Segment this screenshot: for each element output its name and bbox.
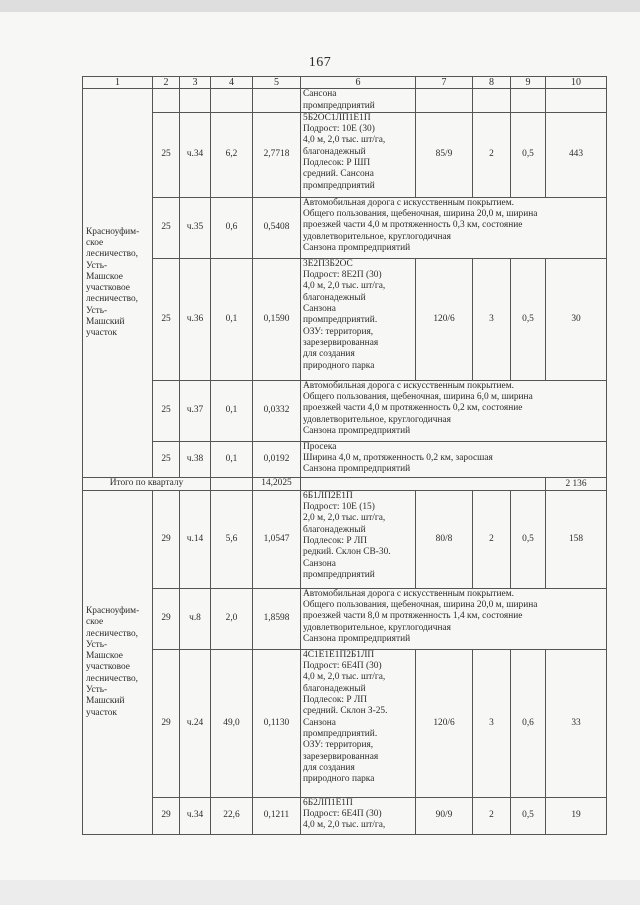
description-cell: 3Е2П3Б2ОС Подрост: 8Е2П (30) 4,0 м, 2,0 тыс. шт/га, благонадежный Санзона промпредприятий. ОЗУ: территория, зарезервированная для создания природного парка bbox=[301, 258, 416, 380]
age-cell: 90/9 bbox=[416, 797, 473, 834]
quarter-cell: 25 bbox=[153, 258, 180, 380]
value-cell: 1,8598 bbox=[253, 588, 301, 649]
area-cell: 0,1 bbox=[211, 380, 253, 441]
header-cell: 7 bbox=[416, 77, 473, 89]
table-row bbox=[83, 797, 607, 834]
description-cell: Автомобильная дорога с искусственным покрытием. Общего пользования, щебеночная, ширина 20,0 м, ширина проезжей части 4,0 м протяженность 0,3 км, состояние удовлетворительное, круглогодичная Санзона промпредприятий bbox=[301, 197, 607, 258]
value-cell: 0,1211 bbox=[253, 797, 301, 834]
section-cell: ч.36 bbox=[180, 258, 211, 380]
class-cell: 3 bbox=[473, 649, 511, 797]
value-cell: 0,1590 bbox=[253, 258, 301, 380]
total-area: 14,2025 bbox=[253, 477, 301, 490]
age-cell: 120/6 bbox=[416, 258, 473, 380]
table-row bbox=[83, 490, 607, 588]
table-row bbox=[83, 197, 607, 258]
value-cell: 1,0547 bbox=[253, 490, 301, 588]
area-cell: 49,0 bbox=[211, 649, 253, 797]
header-cell: 3 bbox=[180, 77, 211, 89]
description-cell: Автомобильная дорога с искусственным покрытием. Общего пользования, щебеночная, ширина 20,0 м, ширина проезжей части 8,0 м протяженность 1,4 км, состояние удовлетворительное, круглогодичная Санзона промпредприятий bbox=[301, 588, 607, 649]
stock-cell: 443 bbox=[546, 112, 607, 197]
table-row bbox=[83, 89, 607, 113]
stock-cell: 158 bbox=[546, 490, 607, 588]
stock-cell: 19 bbox=[546, 797, 607, 834]
density-cell: 0,5 bbox=[511, 258, 546, 380]
section-cell: ч.34 bbox=[180, 797, 211, 834]
total-row bbox=[83, 477, 607, 490]
header-cell: 6 bbox=[301, 77, 416, 89]
total-empty-cell bbox=[301, 477, 546, 490]
table-row bbox=[83, 380, 607, 441]
quarter-cell bbox=[153, 89, 180, 113]
section-cell: ч.14 bbox=[180, 490, 211, 588]
value-cell: 0,0192 bbox=[253, 441, 301, 477]
class-cell: 3 bbox=[473, 258, 511, 380]
location-cell: Красноуфим- ское лесничество, Усть- Машское участковое лесничество, Усть- Машский участок bbox=[83, 490, 153, 834]
density-cell: 0,6 bbox=[511, 649, 546, 797]
quarter-cell: 29 bbox=[153, 588, 180, 649]
class-cell: 2 bbox=[473, 797, 511, 834]
page-number: 167 bbox=[308, 55, 332, 70]
description-cell: 5Б2ОС1ЛП1Е1П Подрост: 10Е (30) 4,0 м, 2,0 тыс. шт/га, благонадежный Подлесок: Р ШП средний. Сансона промпредприятий bbox=[301, 112, 416, 197]
table-row bbox=[83, 258, 607, 380]
age-cell: 120/6 bbox=[416, 649, 473, 797]
description-cell: 6Б2ЛП1Е1П Подрост: 6Е4П (30) 4,0 м, 2,0 тыс. шт/га, bbox=[301, 797, 416, 834]
density-cell: 0,5 bbox=[511, 490, 546, 588]
quarter-cell: 25 bbox=[153, 197, 180, 258]
header-cell: 10 bbox=[546, 77, 607, 89]
description-cell: 4С1Е1Е1П2Б1ЛП Подрост: 6Е4П (30) 4,0 м, 2,0 тыс. шт/га, благонадежный Подлесок: Р ЛП средний. Склон З-25. Санзона промпредприятий. ОЗУ: территория, зарезервированная для создания природного парка bbox=[301, 649, 416, 797]
section-cell: ч.8 bbox=[180, 588, 211, 649]
section-cell: ч.24 bbox=[180, 649, 211, 797]
quarter-cell: 29 bbox=[153, 797, 180, 834]
header-cell: 9 bbox=[511, 77, 546, 89]
table-row bbox=[83, 441, 607, 477]
forest-inventory-table bbox=[82, 76, 607, 835]
class-cell bbox=[473, 89, 511, 113]
age-cell bbox=[416, 89, 473, 113]
value-cell bbox=[253, 89, 301, 113]
value-cell: 2,7718 bbox=[253, 112, 301, 197]
age-cell: 80/8 bbox=[416, 490, 473, 588]
area-cell: 22,6 bbox=[211, 797, 253, 834]
table-row bbox=[83, 649, 607, 797]
location-cell: Красноуфим- ское лесничество, Усть- Машское участковое лесничество, Усть- Машский участок bbox=[83, 89, 153, 478]
quarter-cell: 25 bbox=[153, 441, 180, 477]
total-stock: 2 136 bbox=[546, 477, 607, 490]
description-cell: Просека Ширина 4,0 м, протяженность 0,2 км, заросшая Санзона промпредприятий bbox=[301, 441, 607, 477]
age-cell: 85/9 bbox=[416, 112, 473, 197]
area-cell: 5,6 bbox=[211, 490, 253, 588]
density-cell: 0,5 bbox=[511, 797, 546, 834]
quarter-cell: 29 bbox=[153, 649, 180, 797]
area-cell: 2,0 bbox=[211, 588, 253, 649]
total-label: Итого по кварталу bbox=[83, 477, 211, 490]
total-empty-cell bbox=[211, 477, 253, 490]
value-cell: 0,5408 bbox=[253, 197, 301, 258]
description-cell: Сансона промпредприятий bbox=[301, 89, 416, 113]
stock-cell bbox=[546, 89, 607, 113]
header-row bbox=[83, 77, 607, 89]
density-cell: 0,5 bbox=[511, 112, 546, 197]
description-cell: Автомобильная дорога с искусственным покрытием. Общего пользования, щебеночная, ширина 6,0 м, ширина проезжей части 4,0 м протяженность 0,2 км, состояние удовлетворительное, круглогодичная Санзона промпредприятий bbox=[301, 380, 607, 441]
class-cell: 2 bbox=[473, 490, 511, 588]
header-cell: 4 bbox=[211, 77, 253, 89]
stock-cell: 33 bbox=[546, 649, 607, 797]
table-row bbox=[83, 588, 607, 649]
area-cell: 6,2 bbox=[211, 112, 253, 197]
quarter-cell: 25 bbox=[153, 112, 180, 197]
section-cell: ч.34 bbox=[180, 112, 211, 197]
section-cell bbox=[180, 89, 211, 113]
scan-bottom-edge bbox=[0, 880, 640, 905]
class-cell: 2 bbox=[473, 112, 511, 197]
value-cell: 0,1130 bbox=[253, 649, 301, 797]
table-row bbox=[83, 112, 607, 197]
value-cell: 0,0332 bbox=[253, 380, 301, 441]
section-cell: ч.37 bbox=[180, 380, 211, 441]
description-cell: 6Б1ЛП2Е1П Подрост: 10Е (15) 2,0 м, 2,0 тыс. шт/га, благонадежный Подлесок: Р ЛП редкий. Склон СВ-30. Санзона промпредприятий bbox=[301, 490, 416, 588]
stock-cell: 30 bbox=[546, 258, 607, 380]
section-cell: ч.38 bbox=[180, 441, 211, 477]
header-cell: 1 bbox=[83, 77, 153, 89]
area-cell bbox=[211, 89, 253, 113]
quarter-cell: 25 bbox=[153, 380, 180, 441]
header-cell: 5 bbox=[253, 77, 301, 89]
quarter-cell: 29 bbox=[153, 490, 180, 588]
scan-top-edge bbox=[0, 0, 640, 12]
area-cell: 0,6 bbox=[211, 197, 253, 258]
area-cell: 0,1 bbox=[211, 441, 253, 477]
header-cell: 8 bbox=[473, 77, 511, 89]
area-cell: 0,1 bbox=[211, 258, 253, 380]
density-cell bbox=[511, 89, 546, 113]
header-cell: 2 bbox=[153, 77, 180, 89]
section-cell: ч.35 bbox=[180, 197, 211, 258]
